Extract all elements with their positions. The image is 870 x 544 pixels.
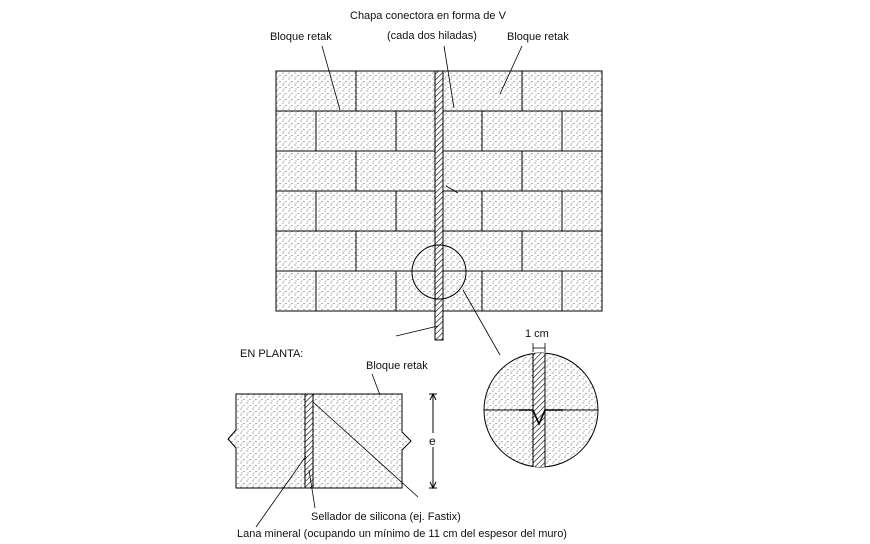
detail-joint-strip	[533, 350, 545, 470]
label-thickness: e	[429, 434, 436, 448]
label-sealant: Sellador de silicona (ej. Fastix)	[311, 511, 461, 523]
joint-detail	[484, 343, 598, 470]
vertical-joint-strip	[435, 71, 443, 340]
plan-block-leader	[372, 374, 380, 395]
label-wool: Lana mineral (ocupando un mínimo de 11 cm del espesor del muro)	[237, 528, 567, 540]
plan-view	[228, 374, 440, 527]
label-plan-title: EN PLANTA:	[240, 348, 304, 360]
label-block-plan: Bloque retak	[366, 360, 428, 372]
label-block-right: Bloque retak	[507, 31, 569, 43]
wall-elevation	[276, 46, 602, 355]
label-connector-title: Chapa conectora en forma de V	[350, 10, 506, 22]
label-width: 1 cm	[525, 328, 549, 340]
label-block-left: Bloque retak	[270, 31, 332, 43]
label-connector-sub: (cada dos hiladas)	[387, 30, 477, 42]
leader-section	[396, 326, 438, 336]
plan-sealant-strip	[305, 394, 313, 488]
